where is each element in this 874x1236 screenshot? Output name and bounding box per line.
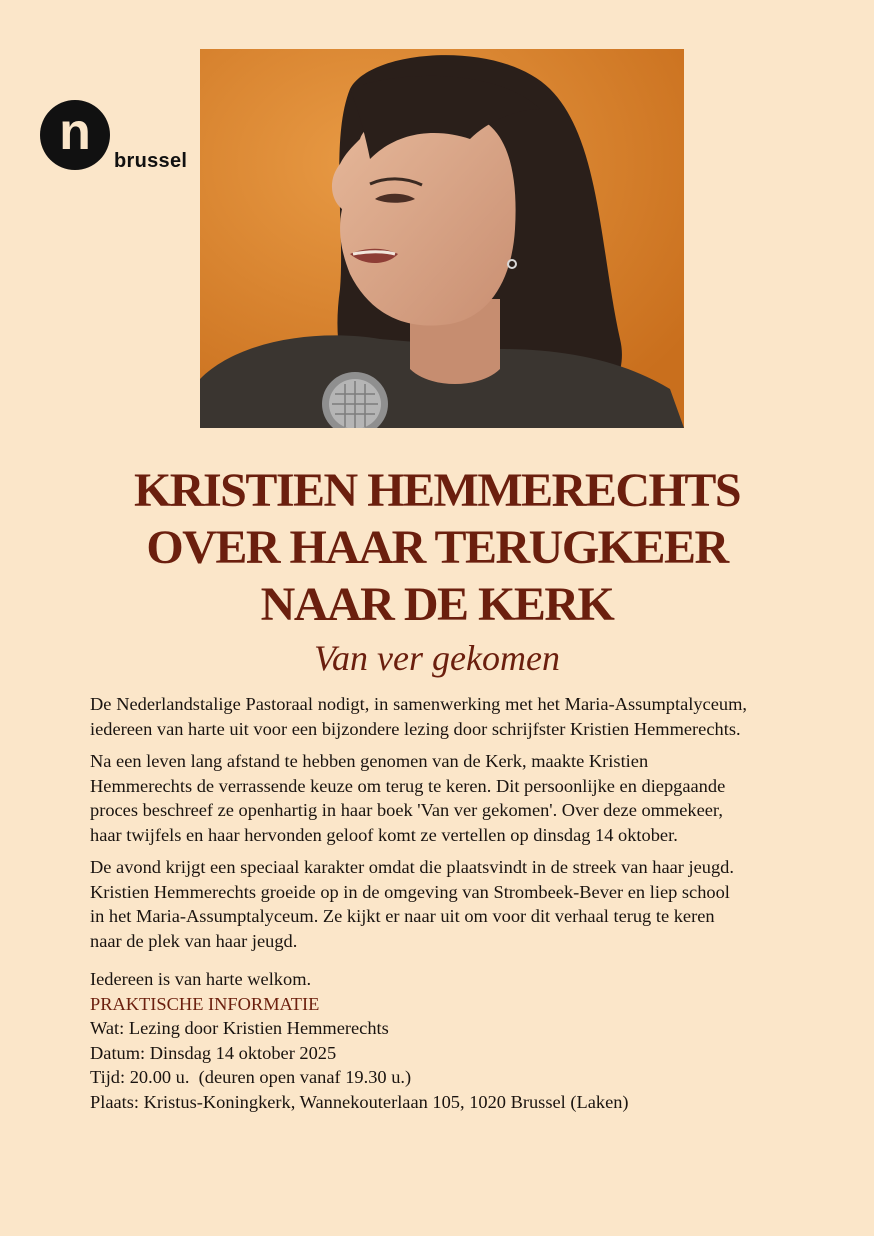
paragraph-youth: De avond krijgt een speciaal karakter omdat die plaatsvindt in de streek van haar jeugd. Kristien Hemmerechts groeide op in de omgeving van Strombeek-Bever en liep school in het Maria-Assumptalyceum. Ze kijkt er naar uit om voor dit verhaal terug te keren naar de plek van haar jeugd.	[90, 857, 734, 951]
event-title	[20, 462, 854, 633]
info-date: Datum: Dinsdag 14 oktober 2025	[90, 1042, 337, 1063]
title-line-1: KRISTIEN HEMMERECHTS	[133, 464, 741, 517]
logo-mark: n	[59, 103, 91, 161]
speaker-photo	[200, 49, 684, 428]
welcome-text: Iedereen is van harte welkom.	[90, 969, 312, 989]
title-line-2: OVER HAAR TERUGKEER	[146, 521, 728, 574]
portrait-photo-icon	[200, 49, 684, 428]
event-subtitle: Van ver gekomen	[314, 638, 560, 678]
practical-info-heading: PRAKTISCHE INFORMATIE	[90, 993, 320, 1014]
info-place: Plaats: Kristus-Koningkerk, Wannekouterlaan 105, 1020 Brussel (Laken)	[90, 1091, 629, 1112]
event-description	[90, 692, 747, 1114]
info-time: Tijd: 20.00 u. (deuren open vanaf 19.30 u.)	[90, 1067, 412, 1087]
paragraph-intro: De Nederlandstalige Pastoraal nodigt, in samenwerking met het Maria-Assumptalyceum, iedereen van harte uit voor een bijzondere lezing door schrijfster Kristien Hemmerechts.	[90, 694, 747, 739]
info-what: Wat: Lezing door Kristien Hemmerechts	[90, 1018, 389, 1038]
logo-text: brussel	[114, 150, 188, 172]
n-brussel-logo	[40, 100, 190, 180]
paragraph-story: Na een leven lang afstand te hebben genomen van de Kerk, maakte Kristien Hemmerechts de verrassende keuze om terug te keren. Dit persoonlijke en diepgaande proces beschreef ze openhartig in haar boek 'Van ver gekomen'. Over deze ommekeer, haar twijfels en haar hervonden geloof komt ze vertellen op dinsdag 14 oktober.	[90, 751, 726, 845]
title-line-3: NAAR DE KERK	[260, 578, 614, 631]
